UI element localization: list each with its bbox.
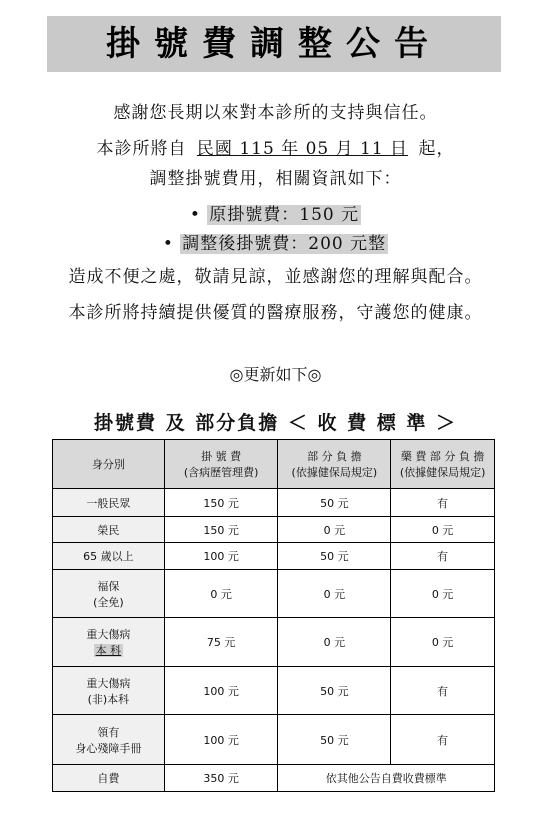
drug-copay-cell: 有 bbox=[391, 489, 495, 517]
intro-line-1: 感謝您長期以來對本診所的支持與信任。 bbox=[113, 103, 438, 123]
intro-line-4: 造成不便之處，敬請見諒，並感謝您的理解與配合。 bbox=[68, 267, 483, 287]
table-row bbox=[53, 543, 495, 570]
identity-cell: 自費 bbox=[53, 765, 165, 792]
intro-line-5: 本診所將持續提供優質的醫療服務，守護您的健康。 bbox=[68, 303, 483, 323]
identity-cell: 重大傷病 (非)本科 bbox=[53, 667, 165, 715]
reg-fee-cell: 150 元 bbox=[164, 517, 278, 543]
copay-cell: 0 元 bbox=[278, 570, 391, 618]
identity-cell: 榮民 bbox=[53, 517, 165, 543]
reg-fee-cell: 75 元 bbox=[164, 618, 278, 667]
table-row bbox=[53, 489, 495, 517]
intro-line-2 bbox=[0, 134, 551, 159]
bullet-new-fee bbox=[0, 229, 551, 254]
reg-fee-cell: 150 元 bbox=[164, 489, 278, 517]
table-title: 掛號費 及 部分負擔 ＜ 收 費 標 準 ＞ bbox=[94, 412, 457, 434]
effective-date: 民國 115 年 05 月 11 日 bbox=[196, 139, 409, 159]
new-fee-text: 調整後掛號費：200 元整 bbox=[182, 234, 387, 254]
drug-copay-cell: 有 bbox=[391, 715, 495, 765]
table-row bbox=[53, 517, 495, 543]
bullet-dot-icon: • bbox=[162, 234, 181, 254]
table-header-row bbox=[53, 440, 495, 489]
reg-fee-cell: 0 元 bbox=[164, 570, 278, 618]
update-heading: ◎更新如下◎ bbox=[229, 365, 322, 384]
identity-cell: 重大傷病 本 科 bbox=[53, 618, 165, 667]
notice-title: 掛號費調整公告 bbox=[47, 16, 501, 72]
reg-fee-cell: 100 元 bbox=[164, 667, 278, 715]
intro-line-3: 調整掛號費用，相關資訊如下： bbox=[149, 169, 402, 189]
copay-cell: 50 元 bbox=[278, 667, 391, 715]
table-row bbox=[53, 715, 495, 765]
bullet-dot-icon: • bbox=[189, 205, 208, 225]
old-fee-text: 原掛號費：150 元 bbox=[209, 205, 360, 225]
effective-date-suffix: 起， bbox=[418, 139, 455, 159]
drug-copay-cell: 有 bbox=[391, 667, 495, 715]
drug-copay-cell: 0 元 bbox=[391, 618, 495, 667]
identity-cell: 65 歲以上 bbox=[53, 543, 165, 570]
bullet-old-fee bbox=[0, 200, 551, 225]
header-reg-fee: 掛 號 費 (含病歷管理費) bbox=[164, 440, 278, 489]
drug-copay-cell: 0 元 bbox=[391, 517, 495, 543]
reg-fee-cell: 350 元 bbox=[164, 765, 278, 792]
table-row bbox=[53, 667, 495, 715]
copay-cell: 0 元 bbox=[278, 618, 391, 667]
header-identity: 身分別 bbox=[53, 440, 165, 489]
copay-cell: 50 元 bbox=[278, 715, 391, 765]
table-row bbox=[53, 570, 495, 618]
header-drug-copay: 藥 費 部 分 負 擔 (依據健保局規定) bbox=[391, 440, 495, 489]
fee-table bbox=[52, 439, 495, 792]
effective-date-prefix: 本診所將自 bbox=[96, 139, 187, 159]
copay-cell: 50 元 bbox=[278, 543, 391, 570]
table-row bbox=[53, 618, 495, 667]
drug-copay-cell: 0 元 bbox=[391, 570, 495, 618]
copay-cell: 0 元 bbox=[278, 517, 391, 543]
table-row-self-pay bbox=[53, 765, 495, 792]
identity-cell: 領有 身心殘障手冊 bbox=[53, 715, 165, 765]
header-copay: 部 分 負 擔 (依據健保局規定) bbox=[278, 440, 391, 489]
drug-copay-cell: 有 bbox=[391, 543, 495, 570]
identity-cell: 福保 (全免) bbox=[53, 570, 165, 618]
reg-fee-cell: 100 元 bbox=[164, 715, 278, 765]
identity-cell: 一般民眾 bbox=[53, 489, 165, 517]
self-pay-note-cell: 依其他公告自費收費標準 bbox=[278, 765, 495, 792]
copay-cell: 50 元 bbox=[278, 489, 391, 517]
reg-fee-cell: 100 元 bbox=[164, 543, 278, 570]
